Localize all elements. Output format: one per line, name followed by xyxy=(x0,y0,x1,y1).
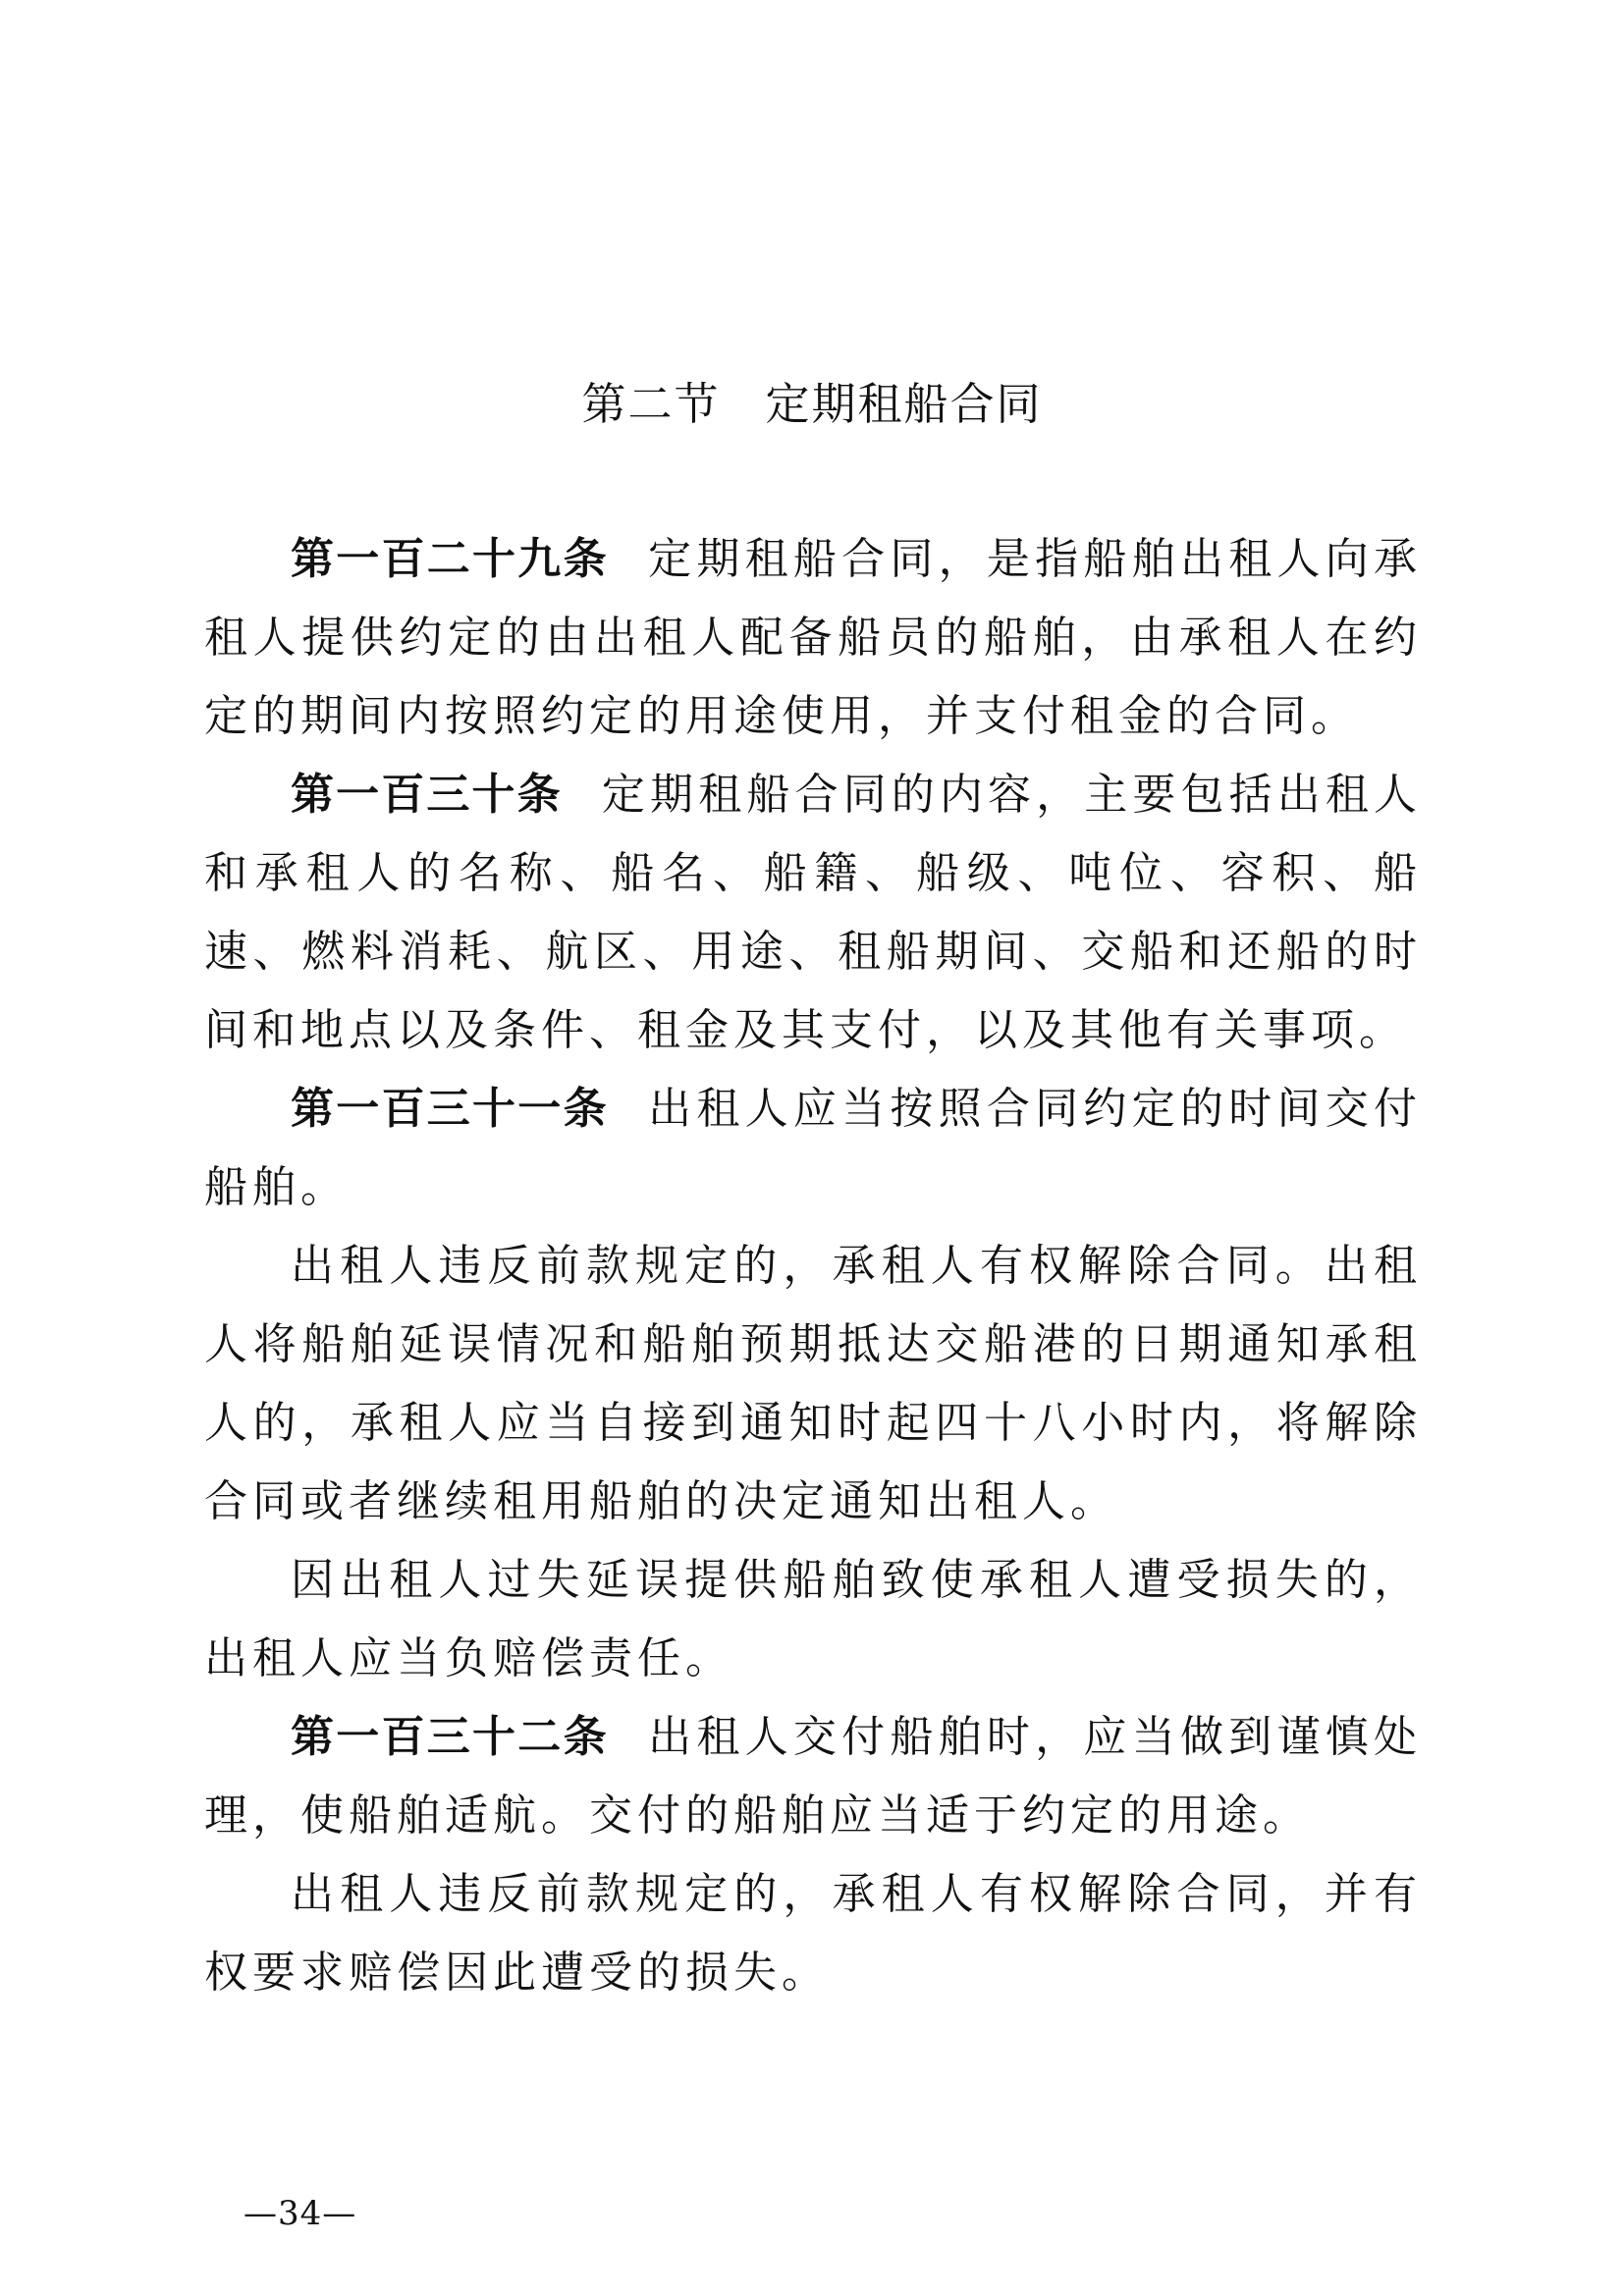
article-131-paragraph xyxy=(204,1070,1422,1227)
article-number: 第一百三十一条 xyxy=(291,1084,609,1134)
article-text: 出租人应当按照合同约定的时间交付船舶。 xyxy=(204,1084,1423,1212)
article-132-clause-2 xyxy=(204,1855,1422,2012)
article-text: 出租人交付船舶时，应当做到谨慎处理，使船舶适航。交付的船舶应当适于约定的用途。 xyxy=(204,1712,1423,1841)
section-number: 第二节 xyxy=(581,378,721,430)
article-131-clause-2 xyxy=(204,1227,1422,1541)
article-text: 定期租船合同的内容，主要包括出租人和承租人的名称、船名、船籍、船级、吨位、容积、船速、燃料消耗、航区、用途、租船期间、交船和还船的时间和地点以及条件、租金及其支付，以及其他有关事项。 xyxy=(204,770,1423,1055)
article-131-clause-3 xyxy=(204,1541,1422,1698)
article-number: 第一百二十九条 xyxy=(291,534,609,584)
section-name: 定期租船合同 xyxy=(765,378,1043,430)
document-body xyxy=(204,520,1422,2012)
article-text: 定期租船合同，是指船舶出租人向承租人提供约定的由出租人配备船员的船舶，由承租人在约定的期间内按照约定的用途使用，并支付租金的合同。 xyxy=(204,534,1423,741)
article-129-paragraph xyxy=(204,520,1422,756)
clause-text: 因出租人过失延误提供船舶致使承租人遭受损失的，出租人应当负赔偿责任。 xyxy=(204,1555,1422,1683)
article-number: 第一百三十条 xyxy=(291,770,563,820)
page-number: —34— xyxy=(244,2194,357,2233)
article-number: 第一百三十二条 xyxy=(291,1712,609,1762)
article-130-paragraph xyxy=(204,756,1422,1070)
article-132-paragraph xyxy=(204,1698,1422,1855)
section-title xyxy=(0,365,1624,444)
clause-text: 出租人违反前款规定的，承租人有权解除合同。出租人将船舶延误情况和船舶预期抵达交船港的日期通知承租人的，承租人应当自接到通知时起四十八小时内，将解除合同或者继续租用船舶的决定通知出租人。 xyxy=(204,1241,1422,1526)
clause-text: 出租人违反前款规定的，承租人有权解除合同，并有权要求赔偿因此遭受的损失。 xyxy=(204,1869,1422,1998)
